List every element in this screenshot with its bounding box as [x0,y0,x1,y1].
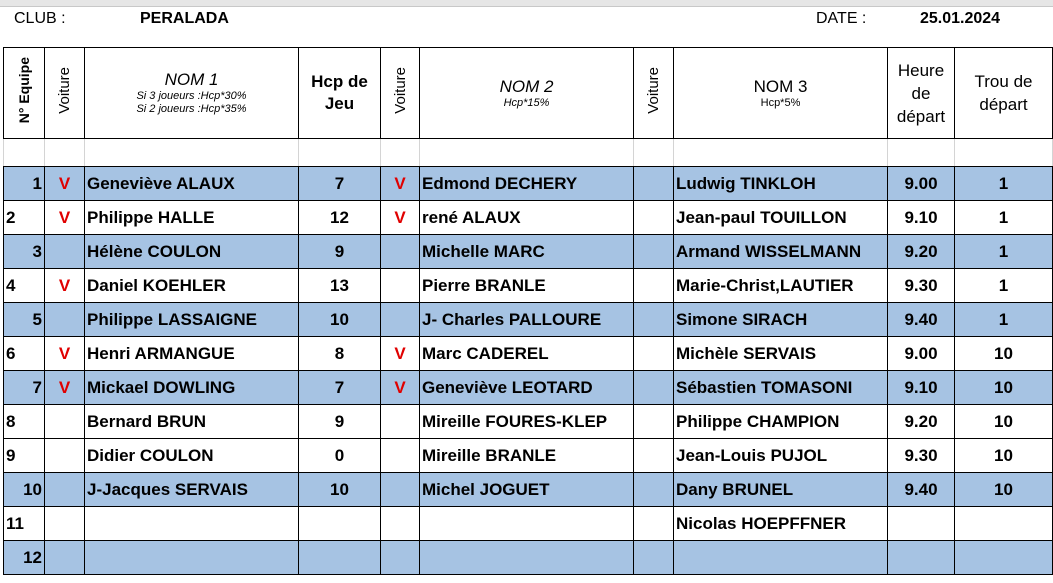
header-trou[interactable] [955,48,1053,139]
voiture-3-cell[interactable] [634,167,674,201]
header-equipe-label: N° Equipe [16,57,32,124]
table-row [4,439,1053,473]
table-row [4,507,1053,541]
team-number-cell[interactable]: 4 [4,269,45,303]
table-row [4,269,1053,303]
trou-cell[interactable]: 1 [955,269,1053,303]
table-row [4,473,1053,507]
table-row [4,303,1053,337]
table-row [4,201,1053,235]
nom2-cell[interactable]: Marc CADEREL [420,337,634,371]
team-number-cell[interactable]: 12 [4,541,45,575]
header-trou-label: Trou de départ [974,72,1033,114]
nom3-cell[interactable]: Simone SIRACH [674,303,888,337]
team-number-cell[interactable]: 5 [4,303,45,337]
hcp-cell[interactable] [299,541,381,575]
header-voiture-3-label: Voiture [645,67,662,114]
nom3-cell[interactable]: Jean-Louis PUJOL [674,439,888,473]
table-row [4,405,1053,439]
header-nom1-note-2: Si 2 joueurs :Hcp*35% [136,103,247,115]
header-voiture-2-label: Voiture [391,67,409,114]
voiture-3-cell[interactable] [634,269,674,303]
heure-cell[interactable]: 9.00 [888,337,955,371]
header-row [4,48,1053,139]
heure-cell[interactable] [888,507,955,541]
team-number-cell[interactable]: 8 [4,405,45,439]
heure-cell[interactable] [888,541,955,575]
table-row [4,541,1053,575]
voiture-2-cell[interactable]: V [381,337,420,371]
spacer-cell[interactable] [674,139,888,167]
nom1-cell[interactable]: Henri ARMANGUE [85,337,299,371]
trou-cell[interactable] [955,541,1053,575]
heure-cell[interactable]: 9.30 [888,269,955,303]
hcp-cell[interactable]: 9 [299,405,381,439]
table-row [4,337,1053,371]
hcp-cell[interactable]: 0 [299,439,381,473]
hcp-cell[interactable]: 7 [299,167,381,201]
voiture-1-cell[interactable] [45,405,85,439]
heure-cell[interactable]: 9.40 [888,473,955,507]
header-nom1[interactable] [85,48,299,139]
nom2-cell[interactable] [420,507,634,541]
spacer-cell[interactable] [381,139,420,167]
date-value[interactable]: 25.01.2024 [920,10,1001,27]
header-heure[interactable] [888,48,955,139]
heure-cell[interactable]: 9.10 [888,371,955,405]
club-label: CLUB : [14,10,66,27]
heure-cell[interactable]: 9.00 [888,167,955,201]
voiture-3-cell[interactable] [634,371,674,405]
nom1-cell[interactable]: Philippe HALLE [85,201,299,235]
nom2-cell[interactable]: J- Charles PALLOURE [420,303,634,337]
voiture-1-cell[interactable]: V [45,337,85,371]
spacer-row [4,139,1053,167]
hcp-cell[interactable]: 10 [299,303,381,337]
header-hcp-label: Hcp de Jeu [311,72,368,113]
column-letter-bar[interactable] [0,0,1053,7]
nom2-cell[interactable]: Geneviève LEOTARD [420,371,634,405]
nom3-cell[interactable]: Nicolas HOEPFFNER [674,507,888,541]
voiture-2-cell[interactable] [381,235,420,269]
header-nom3-note: Hcp*5% [760,96,801,109]
header-equipe[interactable] [4,48,45,139]
nom2-cell[interactable]: Pierre BRANLE [420,269,634,303]
nom2-cell[interactable]: Michel JOGUET [420,473,634,507]
nom1-cell[interactable]: J-Jacques SERVAIS [85,473,299,507]
voiture-3-cell[interactable] [634,201,674,235]
header-nom3-label: NOM 3 [753,76,808,96]
team-number-cell[interactable]: 3 [4,235,45,269]
spacer-cell[interactable] [955,139,1053,167]
voiture-1-cell[interactable]: V [45,201,85,235]
header-nom1-label: NOM 1 [164,70,219,89]
nom3-cell[interactable]: Sébastien TOMASONI [674,371,888,405]
nom3-cell[interactable]: Philippe CHAMPION [674,405,888,439]
hcp-cell[interactable]: 12 [299,201,381,235]
team-number-cell[interactable]: 6 [4,337,45,371]
team-number-cell[interactable]: 10 [4,473,45,507]
voiture-2-cell[interactable] [381,473,420,507]
trou-cell[interactable]: 10 [955,337,1053,371]
header-nom1-note-1: Si 3 joueurs :Hcp*30% [136,90,247,102]
spacer-cell[interactable] [634,139,674,167]
table-row [4,235,1053,269]
header-voiture-2[interactable] [381,48,420,139]
heure-cell[interactable]: 9.30 [888,439,955,473]
heure-cell[interactable]: 9.20 [888,405,955,439]
voiture-3-cell[interactable] [634,507,674,541]
heure-cell[interactable]: 9.40 [888,303,955,337]
header-heure-label: Heure de départ [896,60,946,126]
voiture-1-cell[interactable]: V [45,269,85,303]
voiture-2-cell[interactable] [381,405,420,439]
header-nom3[interactable] [674,48,888,139]
voiture-2-cell[interactable] [381,507,420,541]
hcp-cell[interactable]: 7 [299,371,381,405]
spacer-cell[interactable] [888,139,955,167]
nom1-cell[interactable]: Philippe LASSAIGNE [85,303,299,337]
spacer-cell[interactable] [85,139,299,167]
team-number-cell[interactable]: 2 [4,201,45,235]
club-name[interactable]: PERALADA [140,10,229,27]
header-hcp[interactable] [299,48,381,139]
voiture-1-cell[interactable] [45,473,85,507]
trou-cell[interactable]: 1 [955,303,1053,337]
trou-cell[interactable]: 1 [955,201,1053,235]
trou-cell[interactable] [955,507,1053,541]
voiture-2-cell[interactable]: V [381,201,420,235]
nom2-cell[interactable]: Mireille BRANLE [420,439,634,473]
nom2-cell[interactable]: Michelle MARC [420,235,634,269]
spacer-cell[interactable] [299,139,381,167]
header-nom2-label: NOM 2 [499,76,554,96]
heure-cell[interactable]: 9.20 [888,235,955,269]
hcp-cell[interactable]: 8 [299,337,381,371]
voiture-2-cell[interactable] [381,439,420,473]
voiture-2-cell[interactable] [381,303,420,337]
nom1-cell[interactable]: Daniel KOEHLER [85,269,299,303]
nom1-cell[interactable]: Bernard BRUN [85,405,299,439]
header-voiture-1[interactable] [45,48,85,139]
spacer-cell[interactable] [4,139,45,167]
nom3-cell[interactable]: Ludwig TINKLOH [674,167,888,201]
voiture-3-cell[interactable] [634,235,674,269]
nom3-cell[interactable]: Marie-Christ,LAUTIER [674,269,888,303]
trou-cell[interactable]: 10 [955,405,1053,439]
team-number-cell[interactable]: 9 [4,439,45,473]
nom1-cell[interactable] [85,541,299,575]
header-nom2-note: Hcp*15% [503,96,550,109]
voiture-3-cell[interactable] [634,439,674,473]
voiture-3-cell[interactable] [634,337,674,371]
table-row [4,371,1053,405]
hcp-cell[interactable]: 13 [299,269,381,303]
team-number-cell[interactable]: 11 [4,507,45,541]
nom2-cell[interactable]: Edmond DECHERY [420,167,634,201]
table-row [4,167,1053,201]
trou-cell[interactable]: 1 [955,235,1053,269]
voiture-1-cell[interactable] [45,303,85,337]
nom3-cell[interactable]: Armand WISSELMANN [674,235,888,269]
nom1-cell[interactable]: Hélène COULON [85,235,299,269]
hcp-cell[interactable]: 10 [299,473,381,507]
nom3-cell[interactable]: Jean-paul TOUILLON [674,201,888,235]
header-voiture-1-label: Voiture [56,67,73,114]
tee-time-table [3,47,1053,575]
nom1-cell[interactable] [85,507,299,541]
heure-cell[interactable]: 9.10 [888,201,955,235]
voiture-2-cell[interactable] [381,541,420,575]
voiture-1-cell[interactable] [45,507,85,541]
header-voiture-3[interactable] [634,48,674,139]
nom1-cell[interactable]: Didier COULON [85,439,299,473]
trou-cell[interactable]: 1 [955,167,1053,201]
date-label: DATE : [816,10,867,27]
trou-cell[interactable]: 10 [955,439,1053,473]
voiture-1-cell[interactable] [45,541,85,575]
nom1-cell[interactable]: Mickael DOWLING [85,371,299,405]
team-number-cell[interactable]: 1 [4,167,45,201]
voiture-1-cell[interactable]: V [45,371,85,405]
voiture-1-cell[interactable] [45,235,85,269]
nom3-cell[interactable] [674,541,888,575]
nom3-cell[interactable]: Dany BRUNEL [674,473,888,507]
voiture-2-cell[interactable]: V [381,167,420,201]
spacer-cell[interactable] [420,139,634,167]
nom2-cell[interactable]: rené ALAUX [420,201,634,235]
hcp-cell[interactable] [299,507,381,541]
team-number-cell[interactable]: 7 [4,371,45,405]
voiture-3-cell[interactable] [634,405,674,439]
voiture-1-cell[interactable] [45,439,85,473]
nom1-cell[interactable]: Geneviève ALAUX [85,167,299,201]
voiture-1-cell[interactable]: V [45,167,85,201]
voiture-2-cell[interactable] [381,269,420,303]
header-nom2[interactable] [420,48,634,139]
voiture-3-cell[interactable] [634,473,674,507]
spacer-cell[interactable] [45,139,85,167]
nom3-cell[interactable]: Michèle SERVAIS [674,337,888,371]
trou-cell[interactable]: 10 [955,371,1053,405]
nom2-cell[interactable] [420,541,634,575]
tee-time-sheet [3,47,1053,575]
trou-cell[interactable]: 10 [955,473,1053,507]
nom2-cell[interactable]: Mireille FOURES-KLEP [420,405,634,439]
voiture-3-cell[interactable] [634,541,674,575]
voiture-2-cell[interactable]: V [381,371,420,405]
hcp-cell[interactable]: 9 [299,235,381,269]
voiture-3-cell[interactable] [634,303,674,337]
